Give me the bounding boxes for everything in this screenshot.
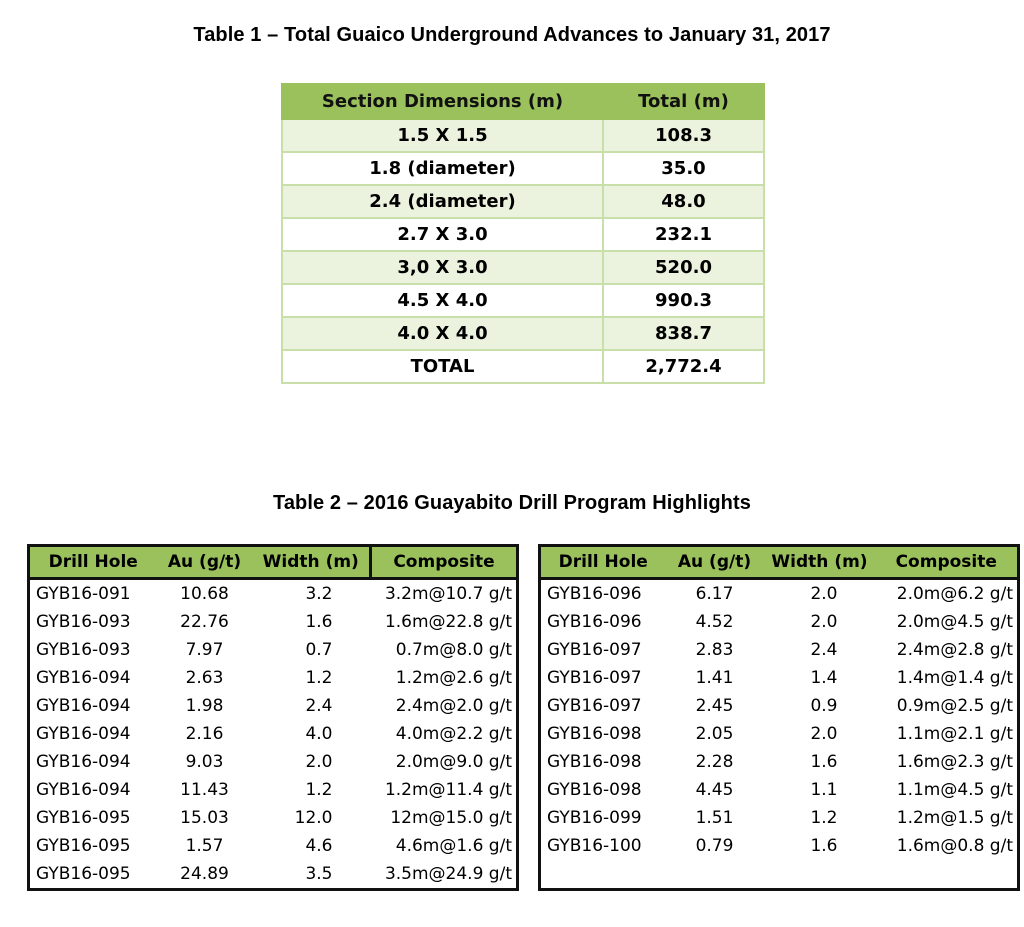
cell-drill-hole: GYB16-097	[547, 696, 642, 716]
header-width: Width (m)	[253, 546, 371, 579]
header-composite: Composite	[371, 546, 518, 579]
cell-composite: 4.6m@1.6 g/t	[395, 836, 512, 856]
table-row	[29, 664, 518, 692]
table1-cell-section: 1.8 (diameter)	[282, 152, 603, 185]
cell-composite: 4.0m@2.2 g/t	[395, 724, 512, 744]
cell-drill-hole: GYB16-094	[36, 668, 131, 688]
table-row	[29, 860, 518, 890]
table-row	[282, 317, 764, 350]
cell-drill-hole: GYB16-095	[36, 808, 131, 828]
cell-drill-hole: GYB16-098	[547, 752, 642, 772]
cell-composite: 0.9m@2.5 g/t	[896, 696, 1013, 716]
table-row	[282, 152, 764, 185]
cell-width: 1.1	[810, 780, 838, 800]
cell-drill-hole: GYB16-096	[547, 584, 642, 604]
cell-au: 24.89	[180, 864, 229, 884]
table-row	[540, 608, 1019, 636]
table-row	[282, 185, 764, 218]
table1-cell-section: 3,0 X 3.0	[282, 251, 603, 284]
cell-composite: 12m@15.0 g/t	[390, 808, 512, 828]
cell-composite: 1.1m@4.5 g/t	[896, 780, 1013, 800]
table1-cell-section: 1.5 X 1.5	[282, 119, 603, 152]
cell-composite: 2.0m@4.5 g/t	[896, 612, 1013, 632]
table2-right-panel	[538, 544, 1020, 891]
cell-au: 7.97	[185, 640, 224, 660]
cell-composite: 1.6m@0.8 g/t	[896, 836, 1013, 856]
cell-composite: 1.2m@1.5 g/t	[896, 808, 1013, 828]
cell-drill-hole: GYB16-094	[36, 752, 131, 772]
cell-width: 0.9	[810, 696, 838, 716]
table-row	[540, 579, 1019, 609]
cell-drill-hole: GYB16-100	[547, 836, 642, 856]
table-row	[282, 218, 764, 251]
cell-au: 2.16	[185, 724, 224, 744]
table1-cell-total: 232.1	[603, 218, 764, 251]
table-row	[540, 776, 1019, 804]
table-row	[540, 664, 1019, 692]
table-row	[540, 692, 1019, 720]
cell-au: 1.41	[695, 668, 734, 688]
cell-drill-hole: GYB16-095	[36, 864, 131, 884]
table-row	[29, 748, 518, 776]
cell-composite: 3.5m@24.9 g/t	[384, 864, 512, 884]
cell-au: 11.43	[180, 780, 229, 800]
table-row	[29, 832, 518, 860]
cell-width: 1.2	[305, 780, 333, 800]
table1-underground-advances	[281, 83, 765, 384]
cell-composite: 1.2m@2.6 g/t	[395, 668, 512, 688]
cell-composite: 2.0m@9.0 g/t	[395, 752, 512, 772]
cell-drill-hole: GYB16-097	[547, 668, 642, 688]
table-row	[29, 692, 518, 720]
cell-composite: 2.4m@2.0 g/t	[395, 696, 512, 716]
cell-drill-hole: GYB16-091	[36, 584, 131, 604]
cell-width: 1.6	[810, 836, 838, 856]
cell-drill-hole: GYB16-097	[547, 640, 642, 660]
header-width: Width (m)	[764, 546, 876, 579]
cell-width: 2.4	[810, 640, 838, 660]
table-row	[540, 832, 1019, 860]
cell-au: 4.52	[695, 612, 734, 632]
cell-au: 1.51	[695, 808, 734, 828]
header-au: Au (g/t)	[157, 546, 253, 579]
header-composite: Composite	[876, 546, 1019, 579]
cell-width: 1.2	[810, 808, 838, 828]
cell-au: 2.45	[695, 696, 734, 716]
table1-cell-total-label: TOTAL	[282, 350, 603, 383]
cell-composite: 1.2m@11.4 g/t	[384, 780, 512, 800]
table1-cell-total: 48.0	[603, 185, 764, 218]
cell-width: 2.4	[305, 696, 333, 716]
empty-cell	[540, 860, 1019, 890]
table-row	[282, 119, 764, 152]
table2-left-header-row	[29, 546, 518, 579]
cell-drill-hole: GYB16-093	[36, 640, 131, 660]
table-row	[29, 608, 518, 636]
cell-au: 2.63	[185, 668, 224, 688]
cell-au: 6.17	[695, 584, 734, 604]
table-row	[540, 804, 1019, 832]
cell-composite: 2.4m@2.8 g/t	[896, 640, 1013, 660]
cell-width: 3.2	[305, 584, 333, 604]
table1-cell-section: 2.7 X 3.0	[282, 218, 603, 251]
table-row	[29, 636, 518, 664]
cell-drill-hole: GYB16-099	[547, 808, 642, 828]
table-row	[540, 748, 1019, 776]
cell-width: 2.0	[810, 584, 838, 604]
table1-header-total: Total (m)	[603, 84, 764, 119]
cell-au: 2.05	[695, 724, 734, 744]
table-row-empty	[540, 860, 1019, 890]
table-row	[29, 720, 518, 748]
table-row	[282, 251, 764, 284]
cell-composite: 1.6m@2.3 g/t	[896, 752, 1013, 772]
cell-composite: 1.6m@22.8 g/t	[384, 612, 512, 632]
table1-title: Table 1 – Total Guaico Underground Advances to January 31, 2017	[193, 24, 831, 46]
table1-cell-total: 108.3	[603, 119, 764, 152]
cell-width: 2.0	[305, 752, 333, 772]
table1-cell-total: 838.7	[603, 317, 764, 350]
cell-width: 3.5	[305, 864, 333, 884]
cell-au: 22.76	[180, 612, 229, 632]
table1-total-row	[282, 350, 764, 383]
table1-cell-section: 4.5 X 4.0	[282, 284, 603, 317]
cell-width: 0.7	[305, 640, 333, 660]
cell-au: 1.98	[185, 696, 224, 716]
table-row	[29, 776, 518, 804]
table-row	[29, 804, 518, 832]
cell-drill-hole: GYB16-095	[36, 836, 131, 856]
cell-width: 1.6	[305, 612, 333, 632]
cell-width: 4.0	[305, 724, 333, 744]
table1-cell-grand-total: 2,772.4	[603, 350, 764, 383]
table2-title: Table 2 – 2016 Guayabito Drill Program Highlights	[273, 492, 751, 514]
cell-width: 1.4	[810, 668, 838, 688]
cell-au: 0.79	[695, 836, 734, 856]
table1-cell-total: 520.0	[603, 251, 764, 284]
cell-width: 12.0	[294, 808, 333, 828]
table1-cell-total: 990.3	[603, 284, 764, 317]
cell-au: 1.57	[185, 836, 224, 856]
cell-composite: 0.7m@8.0 g/t	[395, 640, 512, 660]
cell-composite: 1.4m@1.4 g/t	[896, 668, 1013, 688]
table-row	[282, 284, 764, 317]
table1-cell-section: 4.0 X 4.0	[282, 317, 603, 350]
cell-width: 2.0	[810, 612, 838, 632]
cell-drill-hole: GYB16-093	[36, 612, 131, 632]
table2-right-header-row	[540, 546, 1019, 579]
header-au: Au (g/t)	[666, 546, 764, 579]
cell-drill-hole: GYB16-096	[547, 612, 642, 632]
cell-width: 4.6	[305, 836, 333, 856]
table-row	[540, 720, 1019, 748]
table-row	[540, 636, 1019, 664]
header-drill-hole: Drill Hole	[540, 546, 666, 579]
table1-cell-section: 2.4 (diameter)	[282, 185, 603, 218]
cell-drill-hole: GYB16-094	[36, 780, 131, 800]
cell-width: 1.6	[810, 752, 838, 772]
cell-composite: 3.2m@10.7 g/t	[384, 584, 512, 604]
cell-au: 4.45	[695, 780, 734, 800]
cell-au: 2.83	[695, 640, 734, 660]
cell-au: 15.03	[180, 808, 229, 828]
cell-width: 1.2	[305, 668, 333, 688]
header-drill-hole: Drill Hole	[29, 546, 157, 579]
table1-header-section: Section Dimensions (m)	[282, 84, 603, 119]
cell-composite: 1.1m@2.1 g/t	[896, 724, 1013, 744]
cell-drill-hole: GYB16-094	[36, 724, 131, 744]
table1-cell-total: 35.0	[603, 152, 764, 185]
cell-au: 9.03	[185, 752, 224, 772]
cell-au: 10.68	[180, 584, 229, 604]
table2-left-panel	[27, 544, 519, 891]
cell-au: 2.28	[695, 752, 734, 772]
table1-header-row	[282, 84, 764, 119]
table-row	[29, 579, 518, 609]
cell-composite: 2.0m@6.2 g/t	[896, 584, 1013, 604]
cell-drill-hole: GYB16-098	[547, 780, 642, 800]
cell-width: 2.0	[810, 724, 838, 744]
cell-drill-hole: GYB16-098	[547, 724, 642, 744]
cell-drill-hole: GYB16-094	[36, 696, 131, 716]
